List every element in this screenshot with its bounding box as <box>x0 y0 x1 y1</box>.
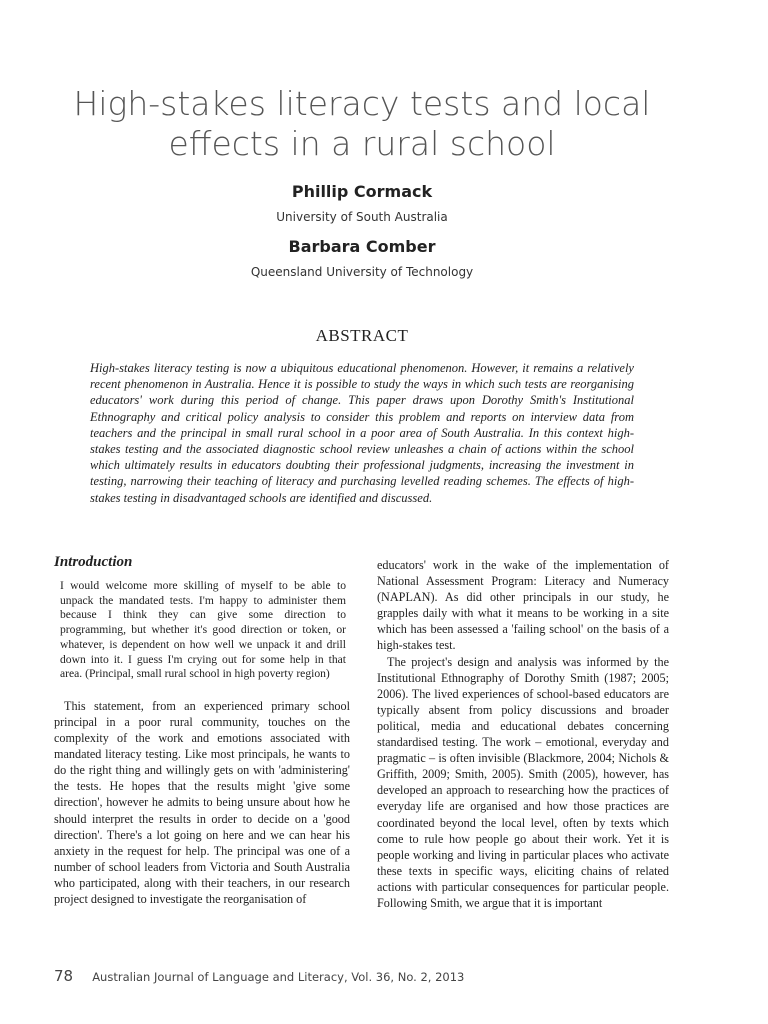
author-name-1: Phillip Cormack <box>291 182 433 201</box>
author-affiliation-1: University of South Australia <box>276 210 448 224</box>
intro-paragraph-2: educators' work in the wake of the implementation of National Assessment Program: Literacy and Numeracy (NAPLAN). As did other principals in our study, he grapples daily with what it means to be working in a site which has been assessed a 'failing school' on the basis of a high-stakes test. <box>377 558 669 653</box>
section-heading-introduction: Introduction <box>54 554 133 570</box>
author-affiliation-2: Queensland University of Technology <box>250 265 474 279</box>
journal-citation: Australian Journal of Language and Literacy, Vol. 36, No. 2, 2013 <box>92 970 465 984</box>
page-footer <box>54 966 714 985</box>
paper-title: High-stakes literacy tests and local effects in a rural school <box>73 84 651 163</box>
page-number: 78 <box>54 967 74 985</box>
abstract-text: High-stakes literacy testing is now a ubiquitous educational phenomenon. However, it remains a relatively recent phenomenon in Australia. Hence it is possible to study the ways in which such tests are reorganising educators' work during this period of change. This paper draws upon Dorothy Smith's Institutional Ethnography and critical policy analysis to consider this problem and reports on interview data from teachers and the principal in small rural school in a poor area of South Australia. In this context high-stakes testing and the associated diagnostic school review unleashes a chain of actions within the school which ultimately results in educators doubting their professional judgments, increasing the investment in testing, narrowing their teaching of literacy and purchasing levelled reading schemes. The effects of high-stakes testing in disadvantaged schools are identified and discussed. <box>90 361 634 505</box>
epigraph-quote: I would welcome more skilling of myself to be able to unpack the mandated tests. I'm happy to administer them because I think they can give some direction to programming, but whether it's good direction or token, or whatever, is dependent on how well we unpack it and drill down into it. I guess I'm crying out for some help in that area. (Principal, small rural school in high poverty region) <box>60 579 346 681</box>
intro-paragraph-3: The project's design and analysis was informed by the Institutional Ethnography of Dorothy Smith (1987; 2005; 2006). The lived experiences of school-based educators are typically absent from policy discussions and broader political, media and educational debates concerning standardised testing. The work – emotional, everyday and pragmatic – is often invisible (Blackmore, 2004; Nichols & Griffith, 2009; Smith, 2005). Smith (2005), however, has developed an approach to researching how the practices of everyday life are organised and how those practices are coordinated beyond the local level, often by texts which come to rule how people go about their work. Yet it is people working and living in particular places who activate these texts in specific ways, eliciting chains of related actions with particular consequences for particular people. Following Smith, we argue that it is important <box>377 654 669 910</box>
author-name-2: Barbara Comber <box>288 237 436 256</box>
intro-paragraph-1: This statement, from an experienced primary school principal in a poor rural community, touches on the complexity of the work and emotions associated with mandated literacy testing. Like most principals, he wants to do the right thing and willingly gets on with 'administering' the tests. He hopes that the results might 'give some direction', however he admits to being unsure about how he should interpret the results in order to decide on a 'good direction'. There's a lot going on here and we can hear his anxiety in the request for help. The principal was one of a number of school leaders from Victoria and South Australia who participated, along with their teachers, in our research project designed to investigate the reorganisation of <box>54 698 350 907</box>
left-column <box>54 554 350 907</box>
right-column <box>377 557 669 911</box>
abstract-heading: ABSTRACT <box>315 326 409 345</box>
